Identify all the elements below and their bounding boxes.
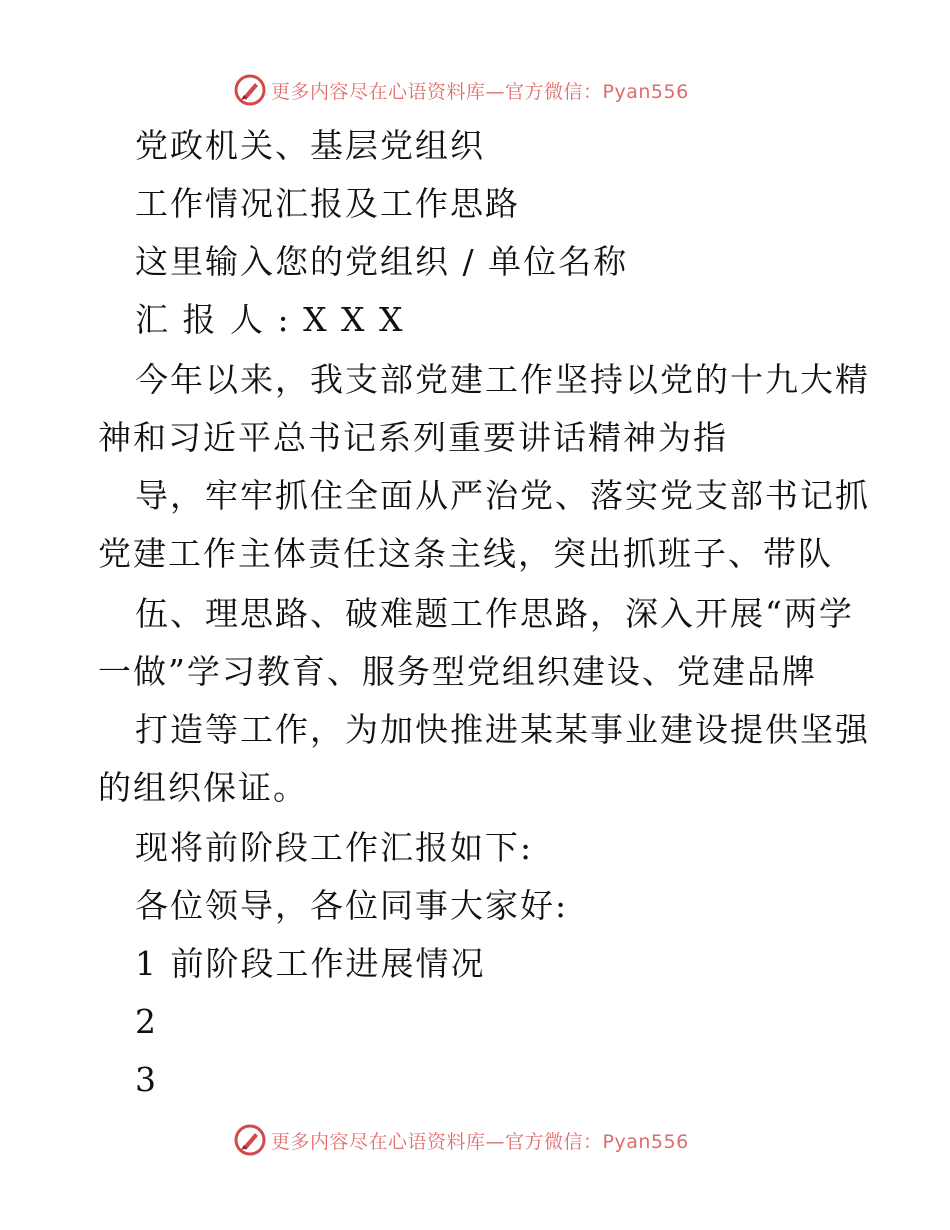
list-item: 3 xyxy=(135,1060,158,1099)
body-paragraph-line: 今年以来，我支部党建工作坚持以党的十九大精 xyxy=(135,360,870,399)
title-line-2: 工作情况汇报及工作思路 xyxy=(135,184,520,223)
pen-seal-icon xyxy=(233,73,267,107)
body-paragraph-line: 一做”学习教育、服务型党组织建设、党建品牌 xyxy=(98,652,817,691)
body-paragraph-line: 的组织保证。 xyxy=(98,768,308,807)
reporter-line: 汇 报 人 : X X X xyxy=(135,300,405,339)
body-paragraph-line: 伍、理思路、破难题工作思路，深入开展“两学 xyxy=(135,594,854,633)
list-item: 2 xyxy=(135,1002,158,1041)
intro-line: 现将前阶段工作汇报如下: xyxy=(135,828,534,867)
footer-watermark xyxy=(233,1122,689,1158)
watermark-text: 更多内容尽在心语资料库—官方微信：Pyan556 xyxy=(271,1130,689,1153)
pen-seal-icon xyxy=(233,1123,267,1157)
title-line-1: 党政机关、基层党组织 xyxy=(135,126,485,165)
list-item: 1 前阶段工作进展情况 xyxy=(135,944,486,983)
body-paragraph-line: 神和习近平总书记系列重要讲话精神为指 xyxy=(98,418,728,457)
watermark-text: 更多内容尽在心语资料库—官方微信：Pyan556 xyxy=(271,80,689,103)
greeting-line: 各位领导，各位同事大家好: xyxy=(135,886,569,925)
header-watermark xyxy=(233,72,689,108)
body-paragraph-line: 党建工作主体责任这条主线，突出抓班子、带队 xyxy=(98,534,833,573)
body-paragraph-line: 导，牢牢抓住全面从严治党、落实党支部书记抓 xyxy=(135,476,870,515)
body-paragraph-line: 打造等工作，为加快推进某某事业建设提供坚强 xyxy=(135,710,870,749)
unit-name: 这里输入您的党组织 / 单位名称 xyxy=(135,242,629,281)
